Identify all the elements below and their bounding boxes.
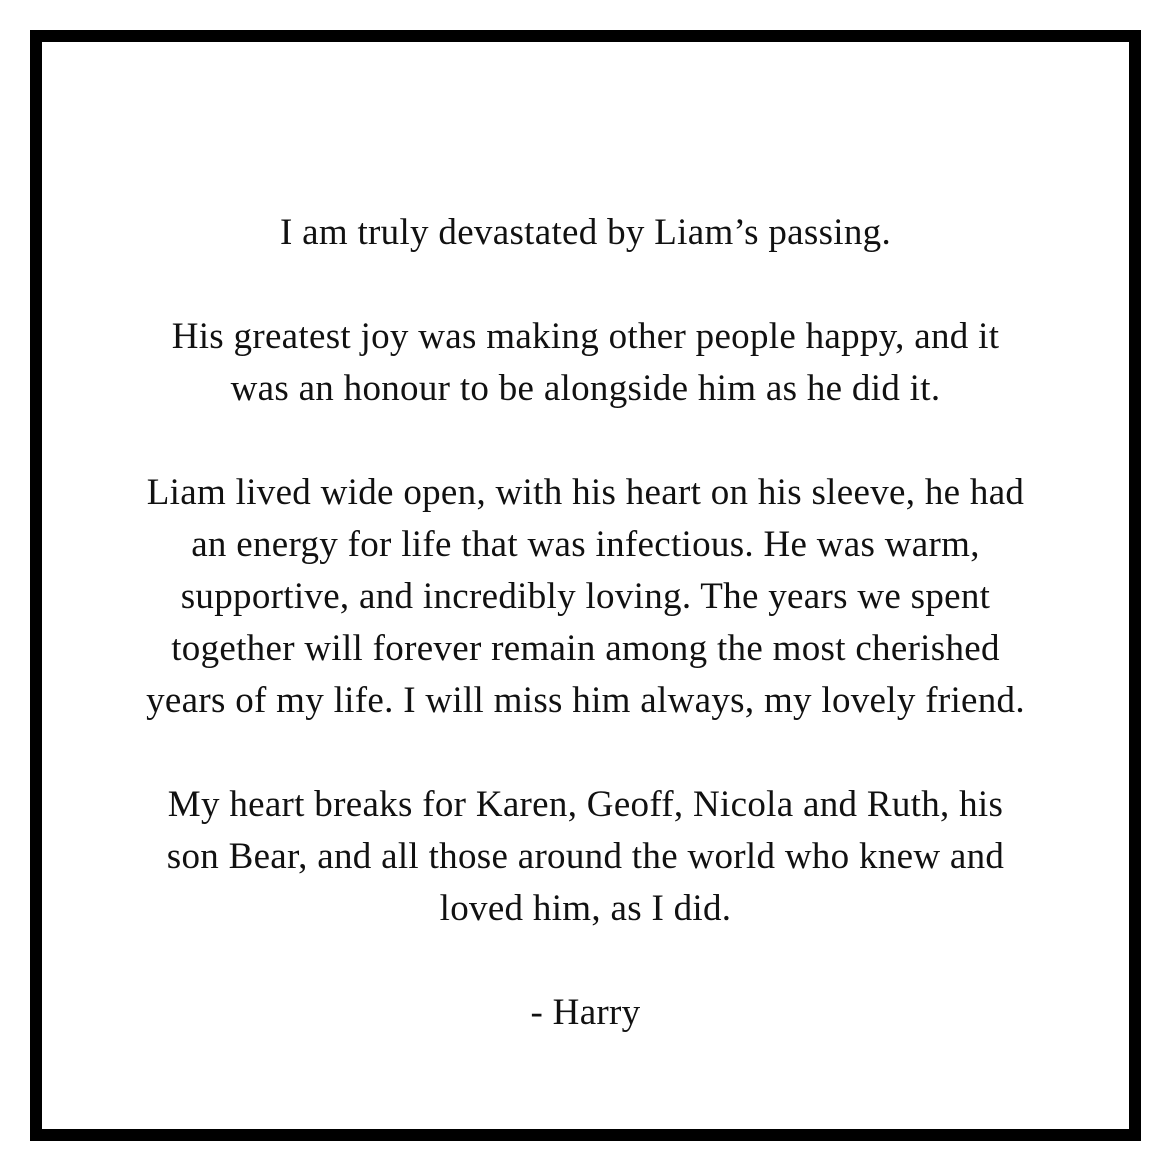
text-line: an energy for life that was infectious. He was warm, (191, 524, 980, 565)
paragraph-tribute (42, 467, 1129, 727)
text-line: supportive, and incredibly loving. The years we spent (180, 576, 991, 617)
text-line: years of my life. I will miss him always, my lovely friend. (146, 680, 1025, 721)
text-line: son Bear, and all those around the world who knew and (166, 836, 1005, 877)
paragraph-opening (42, 207, 1129, 259)
statement-text (42, 207, 1129, 1039)
text-line: Liam lived wide open, with his heart on his sleeve, he had (146, 472, 1025, 513)
signature (42, 987, 1129, 1039)
text-line: loved him, as I did. (439, 888, 732, 929)
text-line: I am truly devastated by Liam’s passing. (279, 212, 892, 253)
text-line: My heart breaks for Karen, Geoff, Nicola and Ruth, his (167, 784, 1004, 825)
text-line: His greatest joy was making other people happy, and it (171, 316, 1000, 357)
text-line: was an honour to be alongside him as he did it. (230, 368, 941, 409)
signature-text: - Harry (530, 992, 641, 1033)
statement-frame (30, 30, 1141, 1141)
paragraph-joy (42, 311, 1129, 415)
text-line: together will forever remain among the most cherished (171, 628, 1000, 669)
paragraph-condolences (42, 779, 1129, 935)
